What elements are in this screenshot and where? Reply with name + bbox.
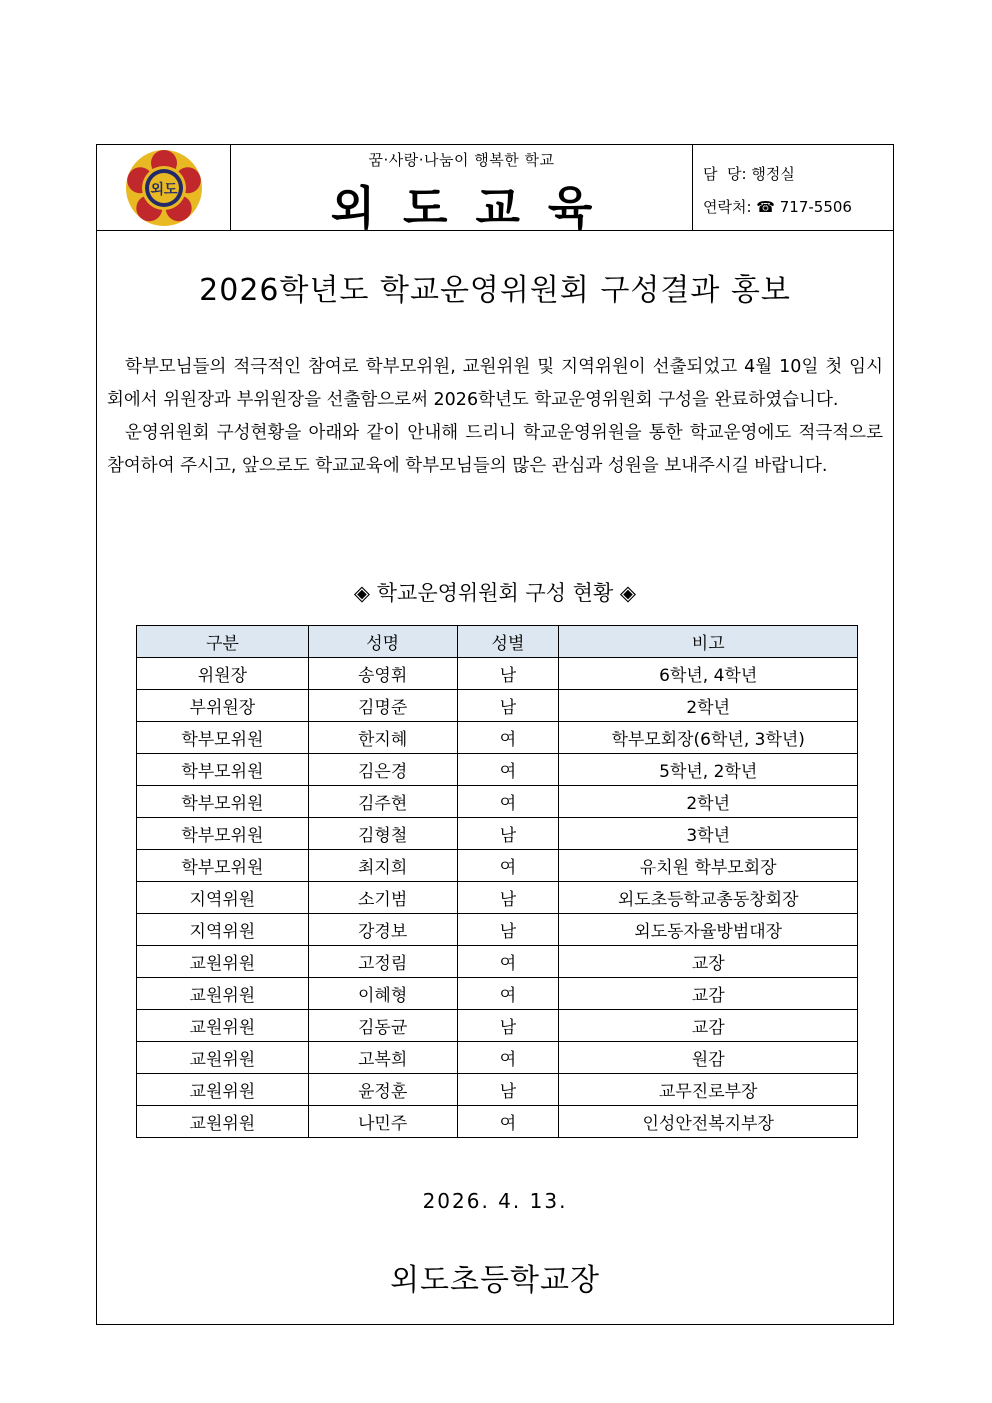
cell-name: 송영휘 [308, 658, 457, 690]
principal-signature: 외도초등학교장 [390, 1263, 600, 1298]
cell-note: 3학년 [559, 818, 858, 850]
header-gender: 성별 [457, 626, 559, 658]
cell-note: 교감 [559, 1010, 858, 1042]
cell-name: 김명준 [308, 690, 457, 722]
cell-gender: 남 [457, 1010, 559, 1042]
header-note: 비고 [559, 626, 858, 658]
contact-phone: 연락처: ☎ 717-5506 [703, 198, 852, 216]
section-title: ◈ 학교운영위원회 구성 현황 ◈ [353, 581, 637, 605]
cell-gender: 여 [457, 722, 559, 754]
cell-note: 교무진로부장 [559, 1074, 858, 1106]
cell-category: 교원위원 [137, 946, 309, 978]
cell-name: 나민주 [308, 1106, 457, 1138]
cell-category: 학부모위원 [137, 722, 309, 754]
newsletter-header [97, 145, 893, 235]
table-row [137, 1010, 858, 1042]
table-row [137, 754, 858, 786]
cell-gender: 여 [457, 850, 559, 882]
cell-note: 학부모회장(6학년, 3학년) [559, 722, 858, 754]
title-cell [231, 145, 693, 235]
committee-table [136, 625, 858, 1138]
cell-name: 김동균 [308, 1010, 457, 1042]
cell-gender: 남 [457, 658, 559, 690]
cell-category: 교원위원 [137, 1010, 309, 1042]
cell-name: 김은경 [308, 754, 457, 786]
table-header-row [137, 626, 858, 658]
document-title: 2026학년도 학교운영위원회 구성결과 홍보 [199, 273, 791, 308]
cell-category: 학부모위원 [137, 850, 309, 882]
body-text [107, 351, 883, 483]
document-date: 2026. 4. 13. [422, 1189, 568, 1213]
cell-gender: 여 [457, 978, 559, 1010]
table-row [137, 1042, 858, 1074]
contact-person: 담 당: 행정실 [703, 165, 795, 183]
table-row [137, 722, 858, 754]
cell-category: 지역위원 [137, 914, 309, 946]
cell-category: 위원장 [137, 658, 309, 690]
cell-name: 강경보 [308, 914, 457, 946]
cell-note: 인성안전복지부장 [559, 1106, 858, 1138]
cell-category: 지역위원 [137, 882, 309, 914]
cell-gender: 여 [457, 754, 559, 786]
cell-category: 교원위원 [137, 978, 309, 1010]
newsletter-frame [96, 144, 894, 1325]
cell-note: 6학년, 4학년 [559, 658, 858, 690]
header-name: 성명 [308, 626, 457, 658]
cell-name: 고복희 [308, 1042, 457, 1074]
table-row [137, 1074, 858, 1106]
cell-note: 교장 [559, 946, 858, 978]
cell-category: 학부모위원 [137, 786, 309, 818]
cell-note: 외도초등학교총동창회장 [559, 882, 858, 914]
table-row [137, 882, 858, 914]
emblem-text: 외도 [149, 181, 178, 198]
table-row [137, 946, 858, 978]
table-row [137, 914, 858, 946]
cell-name: 소기범 [308, 882, 457, 914]
cell-name: 최지희 [308, 850, 457, 882]
cell-note: 유치원 학부모회장 [559, 850, 858, 882]
cell-note: 원감 [559, 1042, 858, 1074]
cell-name: 고정림 [308, 946, 457, 978]
table-row [137, 658, 858, 690]
school-slogan: 꿈·사랑·나눔이 행복한 학교 [368, 151, 555, 169]
cell-note: 2학년 [559, 690, 858, 722]
cell-name: 김주현 [308, 786, 457, 818]
cell-gender: 여 [457, 786, 559, 818]
contact-cell [693, 145, 893, 230]
paragraph: 학부모님들의 적극적인 참여로 학부모위원, 교원위원 및 지역위원이 선출되었고 4월 10일 첫 임시회에서 위원장과 부위원장을 선출함으로써 2026학년도 학교운영위원회 구성을 완료하였습니다. [107, 357, 883, 410]
cell-category: 교원위원 [137, 1106, 309, 1138]
paragraph: 운영위원회 구성현황을 아래와 같이 안내해 드리니 학교운영위원을 통한 학교운영에도 적극적으로 참여하여 주시고, 앞으로도 학교교육에 학부모님들의 많은 관심과 성원을 보내주시길 바랍니다. [107, 423, 883, 476]
table-row [137, 978, 858, 1010]
table-row [137, 818, 858, 850]
logo-cell [97, 145, 231, 230]
header-category: 구분 [137, 626, 309, 658]
cell-gender: 여 [457, 946, 559, 978]
cell-name: 김형철 [308, 818, 457, 850]
cell-gender: 여 [457, 1106, 559, 1138]
table-row [137, 1106, 858, 1138]
cell-note: 2학년 [559, 786, 858, 818]
cell-gender: 남 [457, 882, 559, 914]
cell-category: 부위원장 [137, 690, 309, 722]
cell-gender: 남 [457, 1074, 559, 1106]
school-emblem-icon [122, 146, 206, 230]
cell-category: 교원위원 [137, 1042, 309, 1074]
cell-category: 교원위원 [137, 1074, 309, 1106]
table-row [137, 786, 858, 818]
cell-name: 윤정훈 [308, 1074, 457, 1106]
cell-gender: 여 [457, 1042, 559, 1074]
cell-note: 교감 [559, 978, 858, 1010]
cell-gender: 남 [457, 914, 559, 946]
newsletter-title: 외도교육 [330, 181, 621, 235]
cell-gender: 남 [457, 690, 559, 722]
cell-category: 학부모위원 [137, 818, 309, 850]
cell-note: 5학년, 2학년 [559, 754, 858, 786]
table-row [137, 690, 858, 722]
cell-category: 학부모위원 [137, 754, 309, 786]
table-row [137, 850, 858, 882]
cell-name: 한지혜 [308, 722, 457, 754]
cell-name: 이혜형 [308, 978, 457, 1010]
cell-gender: 남 [457, 818, 559, 850]
cell-note: 외도동자율방범대장 [559, 914, 858, 946]
